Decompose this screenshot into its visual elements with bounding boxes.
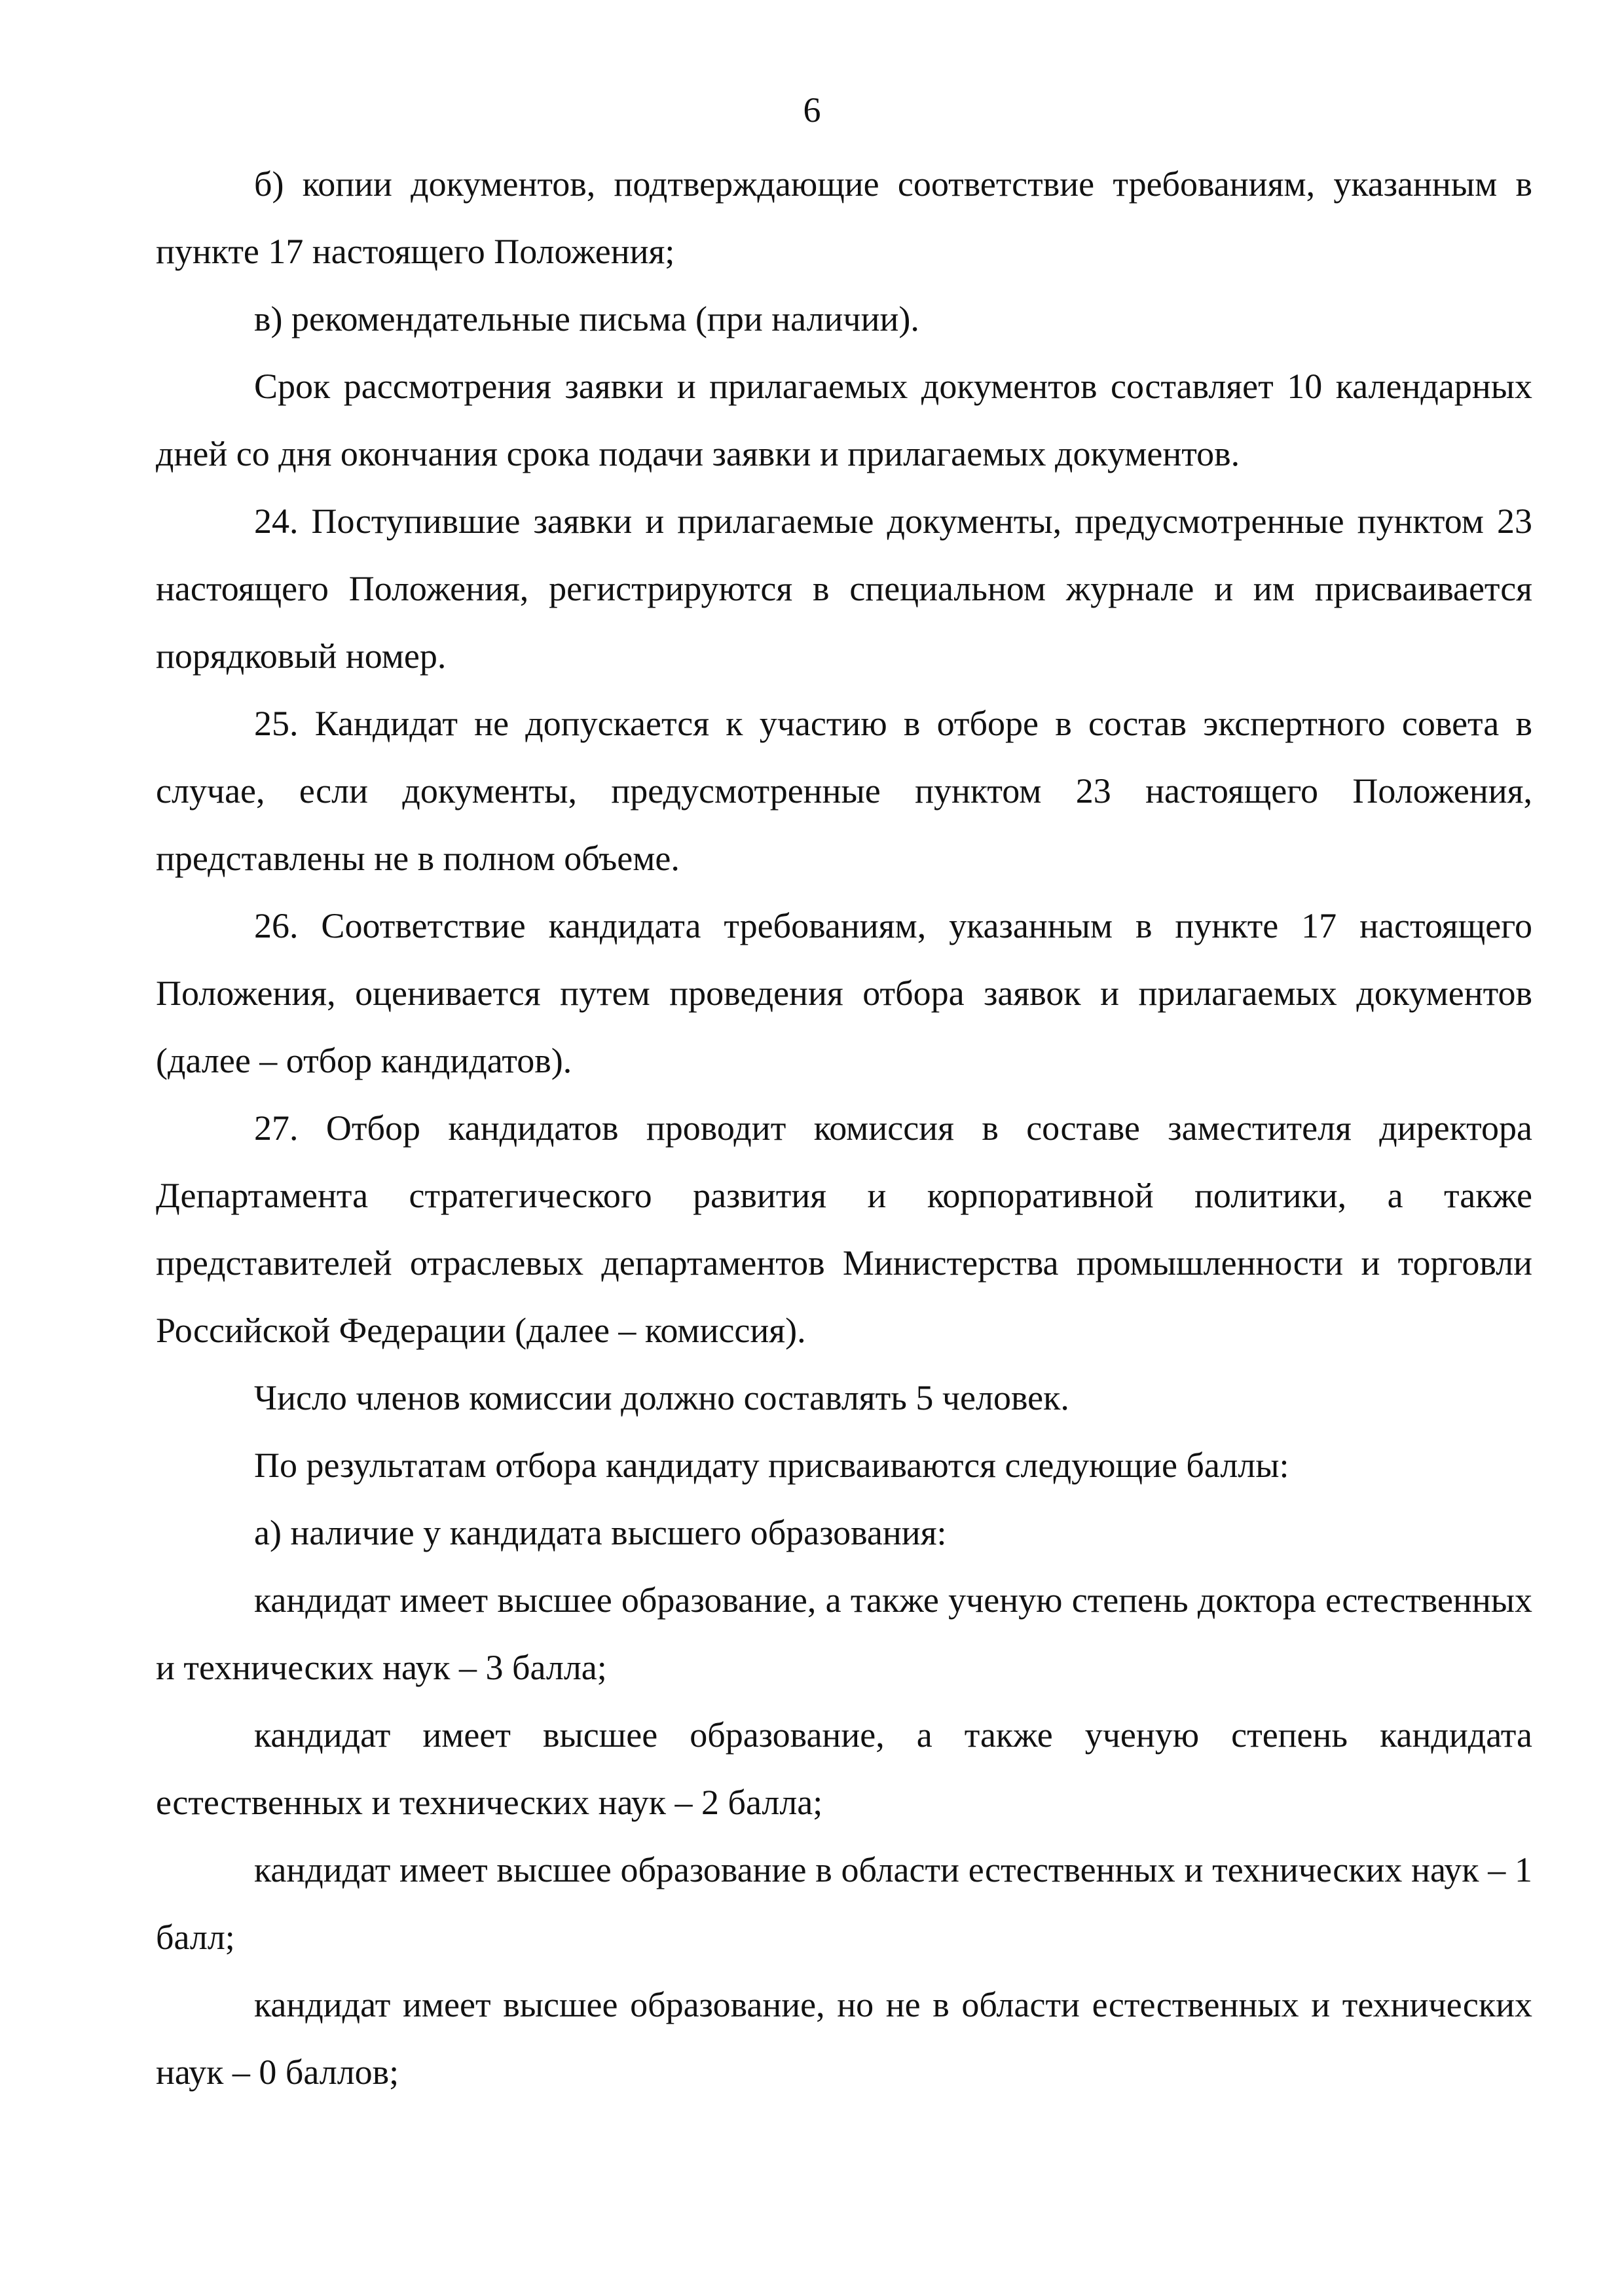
paragraph-score-2: кандидат имеет высшее образование, а также ученую степень кандидата естественных и технических наук – 2 балла; bbox=[156, 1715, 1532, 1822]
paragraph-v-letters: в) рекомендательные письма (при наличии). bbox=[254, 299, 919, 338]
paragraph-score-3: кандидат имеет высшее образование, а также ученую степень доктора естественных и технических наук – 3 балла; bbox=[156, 1580, 1532, 1687]
document-body bbox=[156, 151, 1532, 2106]
paragraph-score-0: кандидат имеет высшее образование, но не в области естественных и технических наук – 0 баллов; bbox=[156, 1985, 1532, 2092]
paragraph-score-1: кандидат имеет высшее образование в области естественных и технических наук – 1 балл; bbox=[156, 1850, 1532, 1957]
paragraph-24: 24. Поступившие заявки и прилагаемые документы, предусмотренные пунктом 23 настоящего Положения, регистрируются в специальном журнале и им присваивается порядковый номер. bbox=[156, 501, 1532, 676]
paragraph-27: 27. Отбор кандидатов проводит комиссия в составе заместителя директора Департамента стратегического развития и корпоративной политики, а также представителей отраслевых департаментов Министерства промышленности и торговли Российской Федерации (далее – комиссия). bbox=[156, 1108, 1532, 1350]
paragraph-26: 26. Соответствие кандидата требованиям, указанным в пункте 17 настоящего Положения, оценивается путем проведения отбора заявок и прилагаемых документов (далее – отбор кандидатов). bbox=[156, 906, 1532, 1080]
page-number: 6 bbox=[803, 90, 821, 130]
paragraph-25: 25. Кандидат не допускается к участию в отборе в состав экспертного совета в случае, если документы, предусмотренные пунктом 23 настоящего Положения, представлены не в полном объеме. bbox=[156, 704, 1532, 878]
paragraph-a-education: а) наличие у кандидата высшего образования: bbox=[254, 1513, 947, 1552]
paragraph-commission-size: Число членов комиссии должно составлять 5 человек. bbox=[254, 1378, 1069, 1417]
paragraph-scoring-intro: По результатам отбора кандидату присваиваются следующие баллы: bbox=[254, 1446, 1289, 1485]
paragraph-review-period: Срок рассмотрения заявки и прилагаемых документов составляет 10 календарных дней со дня окончания срока подачи заявки и прилагаемых документов. bbox=[156, 367, 1532, 473]
paragraph-b-copies: б) копии документов, подтверждающие соответствие требованиям, указанным в пункте 17 настоящего Положения; bbox=[156, 164, 1532, 271]
